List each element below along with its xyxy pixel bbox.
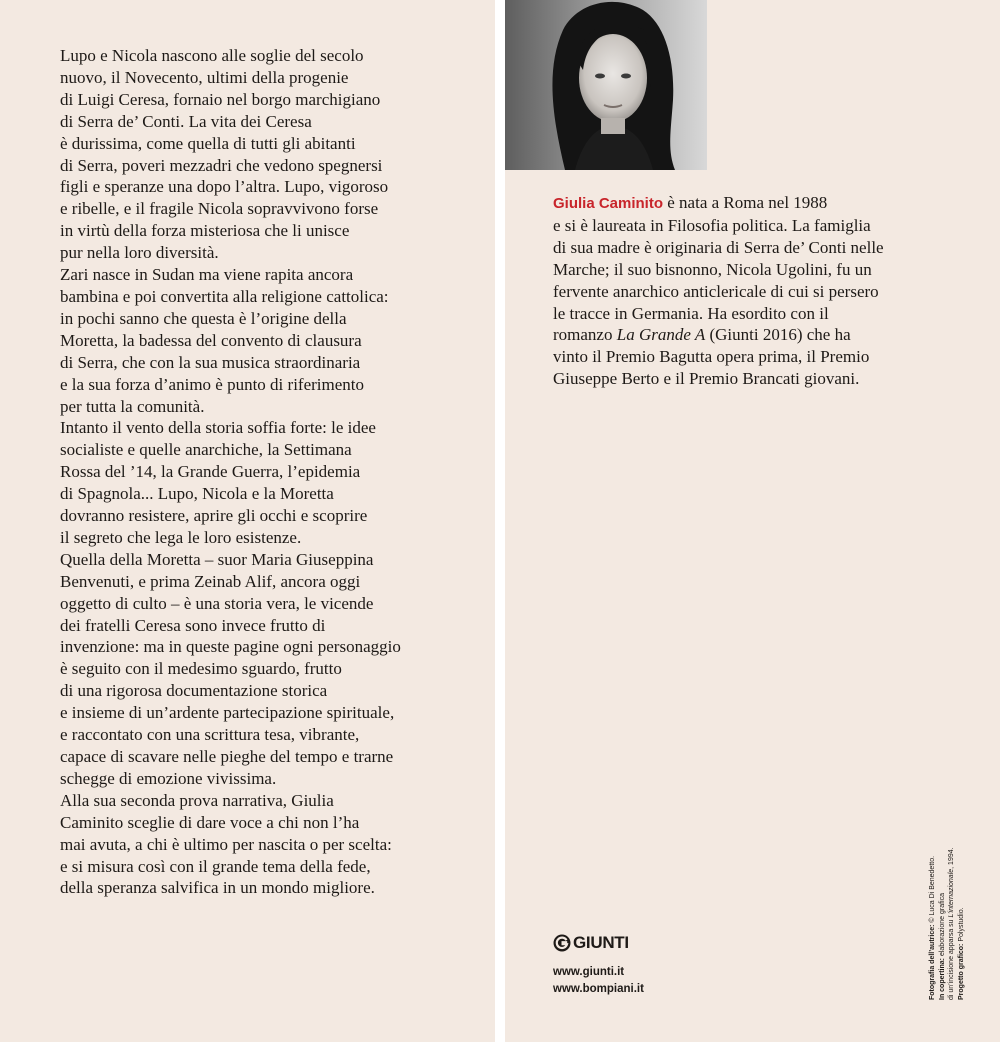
synopsis-line: figli e speranze una dopo l’altra. Lupo, vigoroso: [60, 177, 389, 197]
synopsis-line: e raccontato con una scrittura tesa, vibrante,: [60, 725, 360, 745]
author-name: Giulia Caminito: [553, 195, 664, 212]
synopsis-line: Moretta, la badessa del convento di clausura: [60, 330, 362, 350]
synopsis-line: per tutta la comunità.: [60, 396, 205, 416]
bio-line: fervente anarchico anticlericale di cui si persero: [553, 281, 879, 301]
synopsis-line: di Serra de’ Conti. La vita dei Ceresa: [60, 111, 312, 131]
bio-line: Giulia Caminito è nata a Roma nel 1988: [553, 193, 828, 212]
cover-credit: In copertina: elaborazione grafica: [938, 892, 946, 1000]
synopsis-line: di Serra, poveri mezzadri che vedono spegnersi: [60, 155, 383, 175]
synopsis-line: dei fratelli Ceresa sono invece frutto di: [60, 615, 326, 635]
synopsis-line: mai avuta, a chi è ultimo per nascita o per scelta:: [60, 834, 392, 854]
synopsis-line: e si misura così con il grande tema della fede,: [60, 856, 371, 876]
website-giunti-link[interactable]: www.giunti.it: [553, 966, 625, 978]
image-credits: [928, 820, 988, 1000]
publisher-websites: [553, 964, 644, 998]
author-bio: [553, 192, 953, 390]
author-portrait-image: [505, 0, 707, 170]
cover-credit-line2: di un’incisione apparsa su L’internazionale, 1994.: [948, 847, 955, 1000]
giunti-logo: [553, 932, 629, 954]
synopsis-line: Benvenuti, e prima Zeinab Alif, ancora oggi: [60, 571, 361, 591]
synopsis-line: Quella della Moretta – suor Maria Giuseppina: [60, 549, 374, 569]
synopsis-line: bambina e poi convertita alla religione cattolica:: [60, 286, 389, 306]
author-photo: [505, 0, 707, 170]
synopsis-line: invenzione: ma in queste pagine ogni personaggio: [60, 637, 401, 657]
synopsis-text: [60, 45, 460, 899]
synopsis-line: Intanto il vento della storia soffia forte: le idee: [60, 418, 376, 438]
synopsis-line: di Luigi Ceresa, fornaio nel borgo marchigiano: [60, 89, 381, 109]
bio-line: vinto il Premio Bagutta opera prima, il Premio: [553, 347, 870, 367]
synopsis-line: capace di scavare nelle pieghe del tempo e trarne: [60, 747, 394, 766]
synopsis-line: il segreto che lega le loro esistenze.: [60, 527, 302, 547]
bio-line: romanzo La Grande A (Giunti 2016) che ha: [553, 325, 851, 345]
synopsis-line: socialiste e quelle anarchiche, la Settimana: [60, 440, 352, 460]
synopsis-line: dovranno resistere, aprire gli occhi e scoprire: [60, 506, 368, 526]
synopsis-line: di Spagnola... Lupo, Nicola e la Moretta: [60, 484, 334, 504]
synopsis-line: Zari nasce in Sudan ma viene rapita ancora: [60, 265, 354, 285]
synopsis-line: schegge di emozione vivissima.: [60, 768, 277, 788]
synopsis-line: della speranza salvifica in un mondo migliore.: [60, 878, 375, 898]
photo-credit: Fotografia dell’autrice: © Luca Di Benedetto.: [929, 855, 936, 1000]
publisher-name: GIUNTI: [573, 933, 629, 952]
synopsis-line: oggetto di culto – è una storia vera, le vicende: [60, 593, 374, 613]
bio-line: le tracce in Germania. Ha esordito con il: [553, 303, 829, 323]
bio-line: Giuseppe Berto e il Premio Brancati giovani.: [553, 369, 860, 389]
synopsis-line: e insieme di un’ardente partecipazione spirituale,: [60, 703, 395, 723]
synopsis-line: di una rigorosa documentazione storica: [60, 681, 328, 701]
synopsis-line: e ribelle, e il fragile Nicola sopravvivono forse: [60, 199, 379, 219]
giunti-g-logo-icon: [553, 934, 571, 952]
synopsis-line: Rossa del ’14, la Grande Guerra, l’epidemia: [60, 462, 361, 482]
synopsis-line: Lupo e Nicola nascono alle soglie del secolo: [60, 46, 364, 65]
synopsis-line: e la sua forza d’animo è punto di riferimento: [60, 374, 364, 394]
bio-line: e si è laureata in Filosofia politica. La famiglia: [553, 215, 871, 235]
bio-line: di sua madre è originaria di Serra de’ Conti nelle: [553, 237, 884, 257]
synopsis-line: in virtù della forza misteriosa che li unisce: [60, 221, 350, 241]
synopsis-line: è seguito con il medesimo sguardo, frutto: [60, 659, 342, 679]
website-bompiani-link[interactable]: www.bompiani.it: [553, 983, 644, 995]
synopsis-line: è durissima, come quella di tutti gli abitanti: [60, 133, 356, 153]
synopsis-line: pur nella loro diversità.: [60, 243, 219, 263]
synopsis-line: nuovo, il Novecento, ultimi della progenie: [60, 67, 349, 87]
flap-divider: [495, 0, 505, 1042]
synopsis-line: in pochi sanno che questa è l’origine della: [60, 308, 347, 328]
synopsis-line: Alla sua seconda prova narrativa, Giulia: [60, 790, 334, 810]
front-flap: [0, 0, 495, 1042]
synopsis-line: Caminito sceglie di dare voce a chi non l’ha: [60, 812, 360, 832]
bio-line: Marche; il suo bisnonno, Nicola Ugolini, fu un: [553, 259, 872, 279]
synopsis-line: di Serra, che con la sua musica straordinaria: [60, 352, 361, 372]
design-credit: Progetto grafico: Polystudio.: [957, 907, 965, 1000]
book-title: La Grande A: [616, 325, 706, 345]
